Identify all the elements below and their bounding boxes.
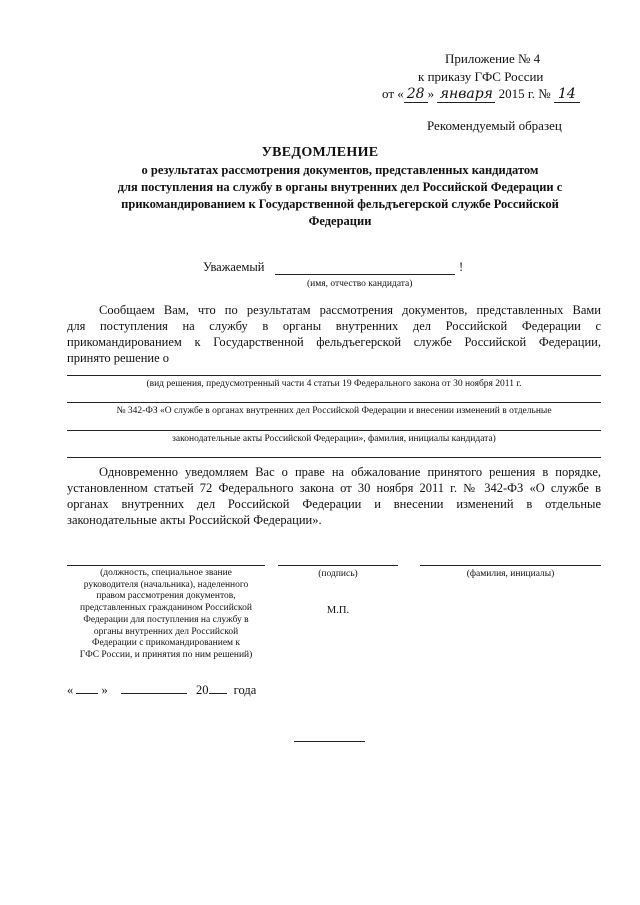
- document-title: УВЕДОМЛЕНИЕ: [261, 145, 379, 160]
- decision-hint-2: № 342-ФЗ «О службе в органах внутренних дел Российской Федерации и внесении изменений в отдельные: [116, 406, 552, 416]
- subtitle-line-3: прикомандированием к Государственной фельдъегерской службе Российской: [121, 197, 559, 211]
- candidate-name-hint: (имя, отчество кандидата): [307, 279, 413, 289]
- date-month-field[interactable]: [121, 681, 187, 694]
- date-close-quote: »: [101, 683, 108, 697]
- date-mid: »: [427, 86, 435, 101]
- date-day-handwritten: 28: [404, 86, 428, 103]
- decision-field-4[interactable]: [67, 457, 601, 458]
- paragraph-2: [67, 464, 601, 528]
- appendix-date-line: [382, 86, 580, 103]
- candidate-name-field[interactable]: [275, 274, 455, 275]
- date-month-handwritten: января: [437, 86, 495, 103]
- position-hint-line-6: органы внутренних дел Российской: [93, 626, 239, 637]
- p1-line-3: прикомандированием к Государственной фельдъегерской службе Российской Федерации,: [67, 335, 601, 349]
- date-open-quote: «: [67, 683, 74, 697]
- decision-field-3[interactable]: [67, 430, 601, 431]
- paragraph-1: [67, 302, 601, 366]
- decision-field-1[interactable]: [67, 375, 601, 376]
- date-year-word: года: [233, 683, 257, 697]
- position-field[interactable]: [67, 565, 265, 566]
- position-hint-line-2: руководителя (начальника), наделенного: [83, 579, 249, 590]
- p1-line-2: для поступления на службу в органы внутренних дел Российской Федерации с: [67, 319, 601, 333]
- appendix-line-1: Приложение № 4: [445, 51, 541, 66]
- document-subtitle: [60, 162, 620, 230]
- greeting-exclaim: !: [459, 260, 464, 274]
- date-day-field[interactable]: [76, 681, 98, 694]
- date-prefix: от «: [382, 86, 404, 101]
- p1-line-4: принято решение о: [67, 351, 170, 365]
- position-hint-line-5: Федерации для поступления на службу в: [83, 614, 249, 625]
- stamp-label: М.П.: [326, 605, 350, 616]
- sample-label: Рекомендуемый образец: [427, 118, 562, 133]
- p2-line-1: Одновременно уведомляем Вас о праве на обжалование принятого решения в порядке,: [99, 465, 601, 479]
- signature-hint: (подпись): [318, 569, 358, 579]
- subtitle-line-1: о результатах рассмотрения документов, представленных кандидатом: [141, 163, 539, 177]
- subtitle-line-4: Федерации: [308, 214, 372, 228]
- position-hint-line-8: ГФС России, и принятия по ним решений): [79, 649, 253, 660]
- p2-line-3: органах внутренних дел Российской Федерации и внесении изменений в отдельные: [67, 497, 601, 511]
- position-hint-line-7: Федерации с прикомандированием к: [91, 638, 241, 649]
- decision-hint-3: законодательные акты Российской Федерации», фамилия, инициалы кандидата): [172, 434, 496, 444]
- name-hint: (фамилия, инициалы): [466, 569, 555, 579]
- date-century: 20: [196, 683, 209, 697]
- appendix-line-2: к приказу ГФС России: [418, 69, 544, 84]
- position-hint: [60, 568, 272, 662]
- p1-line-1: Сообщаем Вам, что по результатам рассмотрения документов, представленных Вами: [99, 303, 601, 317]
- position-hint-line-3: правом рассмотрения документов,: [96, 591, 236, 602]
- position-hint-line-4: представленных гражданином Российской: [80, 603, 252, 614]
- subtitle-line-2: для поступления на службу в органы внутренних дел Российской Федерации с: [117, 180, 563, 194]
- position-hint-line-1: (должность, специальное звание: [100, 568, 232, 578]
- name-field[interactable]: [420, 565, 601, 566]
- signature-field[interactable]: [278, 565, 398, 566]
- p2-line-4: законодательные акты Российской Федерации».: [67, 513, 322, 527]
- decision-hint-1: (вид решения, предусмотренный части 4 статьи 19 Федерального закона от 30 ноября 2011 г.: [146, 379, 522, 389]
- greeting-label: Уважаемый: [203, 260, 265, 274]
- closing-separator: [294, 741, 365, 742]
- p2-line-2: установленном статьей 72 Федерального закона от 30 ноября 2011 г. № 342-ФЗ «О службе в: [67, 481, 601, 495]
- date-year-text: 2015 г. №: [498, 86, 551, 101]
- date-year-field[interactable]: [209, 681, 227, 694]
- order-number-handwritten: 14: [554, 86, 580, 103]
- decision-field-2[interactable]: [67, 402, 601, 403]
- date-fill-line: [67, 681, 256, 698]
